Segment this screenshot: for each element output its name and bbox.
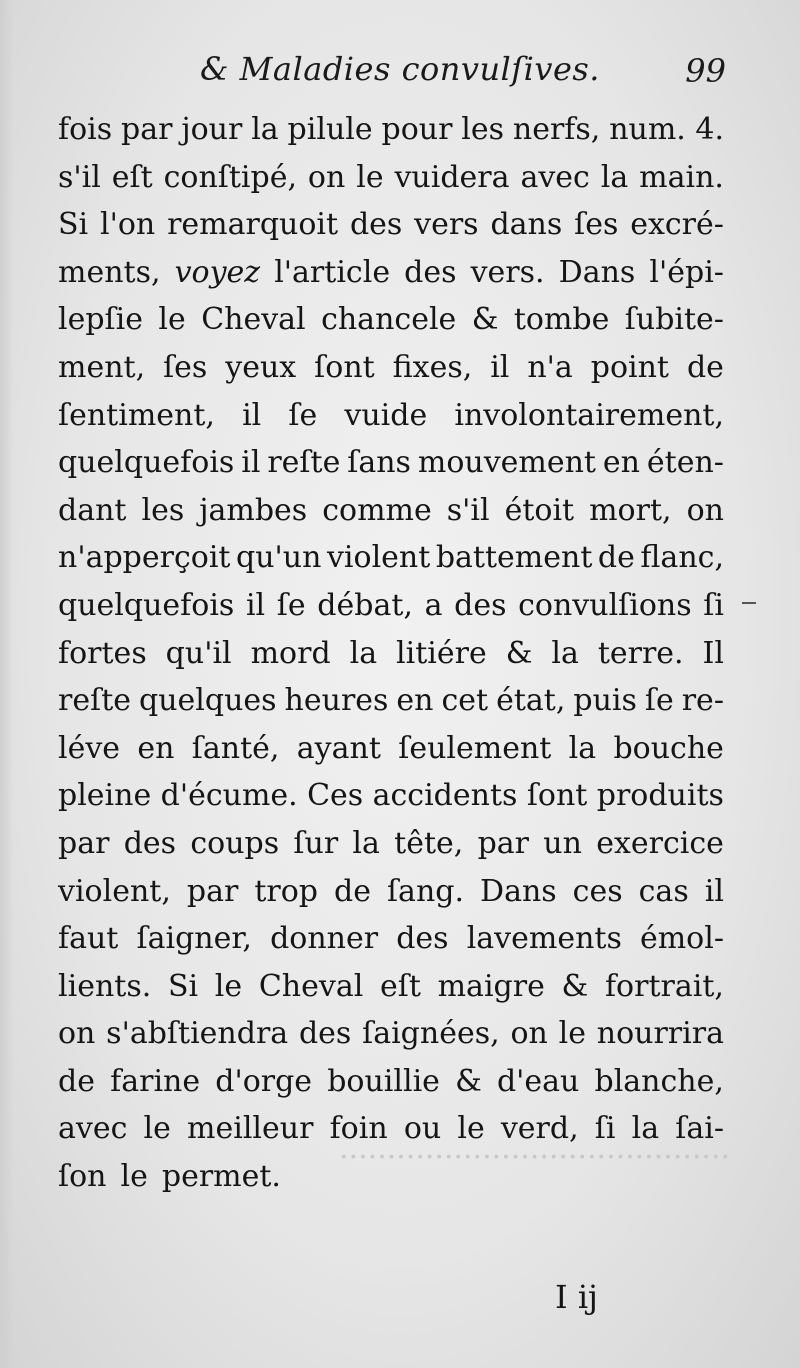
word: comme (322, 492, 432, 528)
word: & (505, 635, 533, 671)
word: nerfs, (512, 112, 601, 147)
word: jambes (199, 492, 308, 528)
word: ſeulement (398, 730, 552, 766)
word: la (352, 825, 380, 861)
word: d'écume. (160, 778, 298, 814)
word: qu'un (236, 540, 322, 576)
word: les (141, 492, 185, 528)
word: vuide (344, 397, 428, 433)
word: chancele (321, 302, 457, 338)
word: ſont (526, 778, 588, 814)
word: terre. (597, 635, 684, 671)
page-number: 99 (685, 52, 726, 90)
text-line (58, 487, 724, 535)
word: pleine (58, 778, 152, 814)
body-text (58, 106, 724, 1201)
word: pour (381, 112, 453, 147)
word: il (242, 397, 262, 433)
margin-mark (742, 602, 756, 604)
word: il (490, 349, 510, 385)
word: lients. (58, 968, 152, 1004)
word: ſanté, (191, 730, 280, 766)
word: émol- (639, 921, 724, 957)
word: fois (58, 112, 113, 147)
word: reſte (58, 683, 132, 719)
text-line (58, 630, 724, 678)
word: vers. (470, 254, 545, 290)
word: la (600, 159, 629, 195)
word: main. (639, 159, 724, 195)
text-line (58, 1105, 724, 1153)
word: yeux (225, 349, 297, 385)
text-line (58, 820, 724, 868)
word: un (543, 825, 582, 861)
word: il (704, 873, 724, 909)
word: par (477, 825, 530, 861)
word: le (457, 1111, 485, 1147)
word: Dans (558, 254, 636, 290)
word: ſont (314, 349, 375, 385)
word: il (245, 587, 266, 623)
word: meilleur (187, 1111, 314, 1147)
text-line (58, 392, 724, 440)
text-line (58, 582, 724, 630)
word: n'apperçoit (58, 540, 231, 576)
word: involontairement, (454, 397, 724, 433)
word: l'article (274, 254, 391, 290)
word: Ces (307, 778, 364, 814)
word: foin (329, 1111, 388, 1147)
text-line (58, 296, 724, 344)
word: bouillie (327, 1063, 440, 1099)
word: produits (596, 778, 724, 814)
word: Si (167, 968, 199, 1004)
word: Cheval (258, 968, 364, 1004)
word: trop (254, 873, 318, 909)
word: de (333, 873, 371, 909)
word: mort, (589, 492, 672, 528)
word: ſaignées, (362, 1016, 500, 1052)
word: coups (190, 825, 280, 861)
text-line (58, 1153, 724, 1201)
word: ment, (58, 349, 146, 385)
word: ſon (58, 1159, 107, 1195)
word: heures (284, 683, 389, 719)
word: conſtipé, (163, 159, 298, 195)
word: ſe (644, 683, 674, 719)
text-line (58, 963, 724, 1011)
word: fixes, (392, 349, 473, 385)
word: d'orge (215, 1063, 313, 1099)
word: violent, (58, 873, 171, 909)
word: ſentiment, (58, 397, 215, 433)
word: mord (250, 635, 331, 671)
word: & (455, 1063, 482, 1099)
text-line (58, 677, 724, 725)
word: ſe (276, 587, 306, 623)
word: ſaigner, (136, 921, 252, 957)
word: lavements (466, 921, 622, 957)
word: a (424, 587, 443, 623)
word: ſes (163, 349, 208, 385)
word: il (241, 445, 261, 481)
text-line (58, 725, 724, 773)
word: lepſie (58, 302, 144, 338)
word: ſur (293, 825, 339, 861)
word: étoit (504, 492, 575, 528)
word: ſi (594, 1111, 616, 1147)
page-gutter-shadow (0, 0, 14, 1368)
word: re- (681, 683, 724, 719)
text-line (58, 534, 724, 582)
word: la (551, 635, 579, 671)
word: tombe (513, 302, 610, 338)
signature-mark: I ij (555, 1278, 598, 1316)
word: ſans (347, 445, 411, 481)
text-line (58, 772, 724, 820)
word: de (58, 1063, 95, 1099)
text-line (58, 1010, 724, 1058)
running-title: & Maladies convulſives. (200, 50, 600, 88)
word: Dans (480, 873, 557, 909)
word: qu'il (165, 635, 232, 671)
word: fortes (58, 635, 147, 671)
word: la (349, 635, 378, 671)
text-line (58, 1058, 724, 1106)
word: de (686, 349, 724, 385)
word: ſes (574, 207, 619, 243)
word: dans (490, 207, 563, 243)
word: le (214, 968, 243, 1004)
word: des (349, 207, 403, 243)
word: tête, (394, 825, 464, 861)
text-line (58, 249, 724, 297)
word: la (251, 112, 279, 147)
text-line (58, 201, 724, 249)
word: par (121, 112, 173, 147)
word: farine (110, 1063, 201, 1099)
word: par (58, 825, 110, 861)
word: en (396, 683, 434, 719)
word: flanc, (640, 540, 724, 576)
word: excré- (630, 207, 724, 243)
word: exercice (596, 825, 724, 861)
word: s'il (58, 159, 101, 195)
word: puis (573, 683, 637, 719)
word: & (471, 302, 499, 338)
word: éten- (646, 445, 724, 481)
word: la (631, 1111, 660, 1147)
word: des (123, 825, 177, 861)
word: ments, (58, 254, 161, 290)
word: maigre (437, 968, 545, 1004)
word: cas (638, 873, 689, 909)
word: de (597, 540, 635, 576)
word: dant (58, 492, 127, 528)
word: voyez (174, 254, 261, 290)
word: Si (58, 207, 89, 243)
word: ſang. (386, 873, 465, 909)
word: le (158, 302, 186, 338)
word: s'il (446, 492, 490, 528)
word: mouvement (417, 445, 596, 481)
word: des (396, 921, 449, 957)
word: l'on (100, 207, 156, 243)
word: ces (572, 873, 623, 909)
word: en (137, 730, 175, 766)
word: point (590, 349, 669, 385)
word: reſte (267, 445, 341, 481)
word: des (298, 1016, 352, 1052)
text-line (58, 439, 724, 487)
word: on (307, 159, 346, 195)
word: jour (181, 112, 243, 147)
word: avec (520, 159, 590, 195)
word: litiére (396, 635, 487, 671)
word: le (143, 1111, 171, 1147)
word: en (602, 445, 640, 481)
word: num. 4. (609, 112, 724, 147)
word: ſi (703, 587, 724, 623)
word: violent (326, 540, 431, 576)
word: nourrira (596, 1016, 724, 1052)
word: Il (702, 635, 724, 671)
word: quelquefois (58, 587, 235, 623)
word: quelques (139, 683, 277, 719)
word: état, (496, 683, 566, 719)
word: par (186, 873, 239, 909)
word: avec (58, 1111, 128, 1147)
word: convulſions (518, 587, 692, 623)
word: eſt (380, 968, 421, 1004)
text-line (58, 106, 724, 154)
word: Cheval (201, 302, 306, 338)
text-line (58, 868, 724, 916)
text-line (58, 344, 724, 392)
show-through-text: ········································· (339, 1140, 730, 1175)
word: blanche, (594, 1063, 724, 1099)
word: remarquoit (167, 207, 339, 243)
word: le (120, 1159, 148, 1195)
word: le (558, 1016, 586, 1052)
word: ayant (296, 730, 381, 766)
word: ſubite- (624, 302, 724, 338)
word: ſai- (675, 1111, 724, 1147)
text-line (58, 915, 724, 963)
word: quelquefois (58, 445, 235, 481)
word: ſe (288, 397, 318, 433)
word: bouche (613, 730, 724, 766)
word: verd, (500, 1111, 579, 1147)
word: l'épi- (649, 254, 724, 290)
word: léve (58, 730, 121, 766)
word: donner (270, 921, 379, 957)
word: d'eau (496, 1063, 580, 1099)
page-header (60, 50, 730, 100)
word: permet. (161, 1159, 281, 1195)
word: les (461, 112, 505, 147)
word: pilule (287, 112, 373, 147)
word: & (561, 968, 589, 1004)
word: fortrait, (604, 968, 724, 1004)
word: accidents (372, 778, 518, 814)
word: eſt (111, 159, 153, 195)
word: la (568, 730, 597, 766)
word: faut (58, 921, 119, 957)
word: n'a (527, 349, 573, 385)
word: vuidera (394, 159, 510, 195)
word: s'abſtiendra (106, 1016, 289, 1052)
word: battement (435, 540, 593, 576)
word: on (58, 1016, 96, 1052)
word: des (404, 254, 457, 290)
text-line (58, 154, 724, 202)
word: cet (441, 683, 489, 719)
word: le (356, 159, 384, 195)
word: débat, (317, 587, 413, 623)
word: on (510, 1016, 548, 1052)
word: vers (414, 207, 479, 243)
word: on (686, 492, 724, 528)
word: ou (403, 1111, 442, 1147)
word: des (454, 587, 507, 623)
